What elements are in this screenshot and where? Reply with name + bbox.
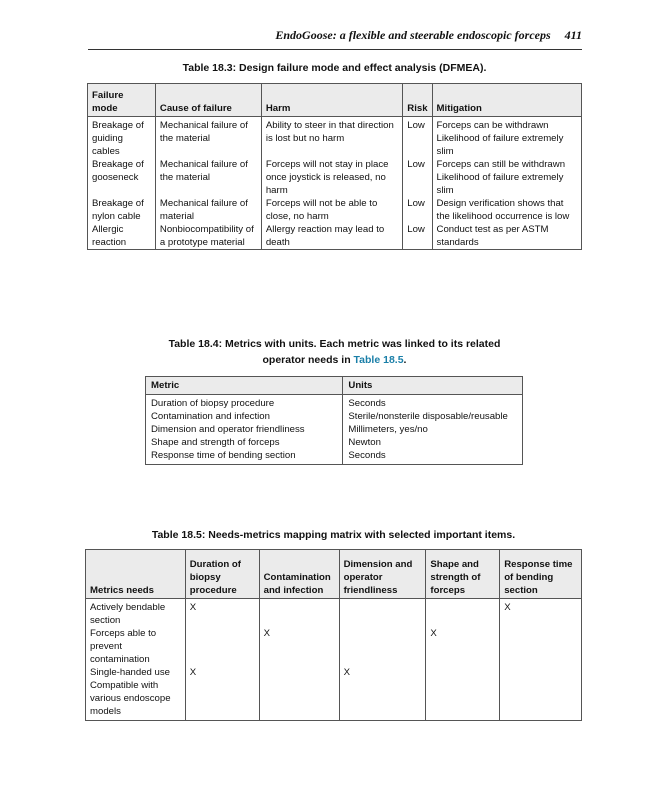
table-cell: Contamination and infection xyxy=(146,410,343,423)
header-response-time: Response time of bending section xyxy=(500,550,582,599)
table-cell: Seconds xyxy=(343,449,523,465)
table-cell: Actively bendable section xyxy=(86,599,186,628)
table-cell: Ability to steer in that direction is lost but no harm xyxy=(261,117,402,159)
table-row xyxy=(86,666,582,721)
header-rule xyxy=(88,49,582,50)
table-cell: Forceps can be withdrawn Likelihood of failure extremely slim xyxy=(432,117,581,159)
table-cell: Response time of bending section xyxy=(146,449,343,465)
table-cell xyxy=(426,599,500,628)
table-18-3-caption: Table 18.3: Design failure mode and effect analysis (DFMEA). xyxy=(182,62,487,74)
header-cause-of-failure: Cause of failure xyxy=(155,84,261,117)
header-metric: Metric xyxy=(146,377,343,395)
table-cell: Allergic reaction xyxy=(88,223,156,250)
header-risk: Risk xyxy=(403,84,432,117)
table-header-row xyxy=(86,550,582,599)
header-units: Units xyxy=(343,377,523,395)
table-cell xyxy=(339,627,426,666)
table-row xyxy=(86,599,582,628)
table-cell xyxy=(185,627,259,666)
table-cell: Duration of biopsy procedure xyxy=(146,395,343,411)
table-cell: X xyxy=(185,599,259,628)
header-metrics-needs: Metrics needs xyxy=(86,550,186,599)
table-cell: Low xyxy=(403,197,432,223)
table-cell: Forceps will not stay in place once joystick is released, no harm xyxy=(261,158,402,197)
caption-line-1: Table 18.4: Metrics with units. Each metric was linked to its related xyxy=(168,338,501,350)
table-cell: Forceps able to prevent contamination xyxy=(86,627,186,666)
page-number: 411 xyxy=(564,28,582,42)
table-cell: Mechanical failure of the material xyxy=(155,117,261,159)
header-mitigation: Mitigation xyxy=(432,84,581,117)
needs-metrics-matrix xyxy=(85,549,582,721)
table-18-4-caption xyxy=(87,336,582,368)
table-row xyxy=(146,449,523,465)
table-cell: Breakage of gooseneck xyxy=(88,158,156,197)
table-row xyxy=(146,395,523,411)
header-contamination: Contamination and infection xyxy=(259,550,339,599)
table-cell: Dimension and operator friendliness xyxy=(146,423,343,436)
header-duration: Duration of biopsy procedure xyxy=(185,550,259,599)
table-cell: X xyxy=(259,627,339,666)
table-row xyxy=(86,627,582,666)
header-shape-strength: Shape and strength of forceps xyxy=(426,550,500,599)
running-head xyxy=(88,28,582,43)
header-failure-mode: Failure mode xyxy=(88,84,156,117)
table-row xyxy=(146,436,523,449)
table-cell: Mechanical failure of material xyxy=(155,197,261,223)
table-cell: Newton xyxy=(343,436,523,449)
table-cell: Mechanical failure of the material xyxy=(155,158,261,197)
table-cell: X xyxy=(500,599,582,628)
table-cell: Forceps will not be able to close, no harm xyxy=(261,197,402,223)
table-row xyxy=(88,197,582,223)
running-title: EndoGoose: a flexible and steerable endoscopic forceps xyxy=(275,28,551,42)
table-cell: Single-handed use Compatible with various endoscope models xyxy=(86,666,186,721)
table-row xyxy=(88,117,582,159)
caption-line-2: operator needs in xyxy=(262,354,351,366)
table-cell: Breakage of nylon cable xyxy=(88,197,156,223)
table-row xyxy=(88,223,582,250)
table-18-5-caption: Table 18.5: Needs-metrics mapping matrix with selected important items. xyxy=(151,529,516,541)
header-dimension: Dimension and operator friendliness xyxy=(339,550,426,599)
table-cell: Low xyxy=(403,223,432,250)
table-row xyxy=(146,410,523,423)
caption-period: . xyxy=(403,354,407,366)
metrics-units-table xyxy=(145,376,523,465)
table-18-5-reference-link[interactable]: Table 18.5 xyxy=(353,354,404,366)
table-cell: Low xyxy=(403,117,432,159)
table-cell: X xyxy=(185,666,259,721)
table-cell xyxy=(259,599,339,628)
table-cell xyxy=(339,599,426,628)
header-harm: Harm xyxy=(261,84,402,117)
table-cell: Nonbiocompatibility of a prototype material xyxy=(155,223,261,250)
table-cell: Design verification shows that the likelihood occurrence is low xyxy=(432,197,581,223)
table-row xyxy=(146,423,523,436)
table-cell: Millimeters, yes/no xyxy=(343,423,523,436)
table-header-row xyxy=(88,84,582,117)
table-cell: Shape and strength of forceps xyxy=(146,436,343,449)
table-cell: X xyxy=(426,627,500,666)
table-header-row xyxy=(146,377,523,395)
table-cell xyxy=(426,666,500,721)
table-cell: Forceps can still be withdrawn Likelihood of failure extremely slim xyxy=(432,158,581,197)
table-cell: Conduct test as per ASTM standards xyxy=(432,223,581,250)
table-cell: Sterile/nonsterile disposable/reusable xyxy=(343,410,523,423)
table-cell xyxy=(259,666,339,721)
table-row xyxy=(88,158,582,197)
table-cell xyxy=(500,666,582,721)
table-cell: Breakage of guiding cables xyxy=(88,117,156,159)
table-cell: Seconds xyxy=(343,395,523,411)
table-cell xyxy=(500,627,582,666)
table-cell: Allergy reaction may lead to death xyxy=(261,223,402,250)
table-cell: X xyxy=(339,666,426,721)
table-cell: Low xyxy=(403,158,432,197)
dfmea-table xyxy=(87,83,582,250)
